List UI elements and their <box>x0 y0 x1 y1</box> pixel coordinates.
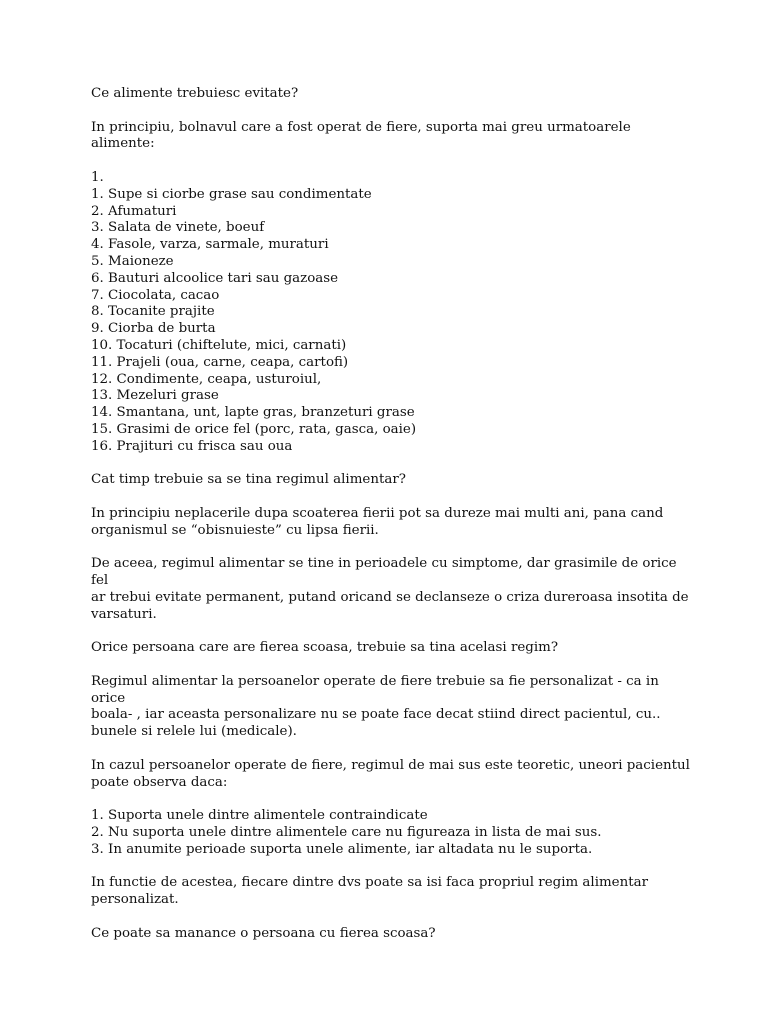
body-paragraph-line: personalizat. <box>91 892 179 908</box>
paragraph-gap <box>91 153 691 170</box>
food-list-item: 15. Grasimi de orice fel (porc, rata, gasca, oaie) <box>91 421 417 437</box>
food-list-item: 8. Tocanite prajite <box>91 304 215 320</box>
body-paragraph-line: bunele si relele lui (medicale). <box>91 724 297 740</box>
paragraph-gap <box>91 859 691 876</box>
body-paragraph-line: Regimul alimentar la persoanelor operate de fiere trebuie sa fie personalizat - ca in orice <box>91 673 659 706</box>
body-paragraph-line: boala- , iar aceasta personalizare nu se poate face decat stiind direct pacientul, cu.. <box>91 707 661 723</box>
food-list-item: 10. Tocaturi (chiftelute, mici, carnati) <box>91 337 347 353</box>
question-heading-diet-duration: Cat timp trebuie sa se tina regimul alimentar? <box>91 472 406 488</box>
intro-paragraph-line: In principiu, bolnavul care a fost operat de fiere, suporta mai greu urmatoarele <box>91 119 631 135</box>
body-paragraph-line: ar trebui evitate permanent, putand oricand se declanseze o criza dureroasa insotita de <box>91 589 689 605</box>
paragraph-gap <box>91 103 691 120</box>
paragraph-gap <box>91 456 691 473</box>
food-list-item: 16. Prajituri cu frisca sau oua <box>91 438 293 454</box>
food-list-item: 12. Condimente, ceapa, usturoiul, <box>91 371 322 387</box>
paragraph-gap <box>91 657 691 674</box>
food-list-item: 13. Mezeluri grase <box>91 388 219 404</box>
question-heading-foods-to-avoid: Ce alimente trebuiesc evitate? <box>91 86 299 101</box>
body-paragraph-line: poate observa daca: <box>91 774 228 790</box>
question-heading-same-diet: Orice persoana care are fierea scoasa, trebuie sa tina acelasi regim? <box>91 640 559 656</box>
paragraph-gap <box>91 909 691 926</box>
food-list-item: 6. Bauturi alcoolice tari sau gazoase <box>91 270 339 286</box>
body-paragraph-line: organismul se “obisnuieste” cu lipsa fierii. <box>91 522 379 538</box>
food-list-item: 14. Smantana, unt, lapte gras, branzeturi grase <box>91 405 415 421</box>
food-list-item: 11. Prajeli (oua, carne, ceapa, cartofi) <box>91 354 349 370</box>
food-list-item: 1. Supe si ciorbe grase sau condimentate <box>91 186 372 202</box>
body-paragraph-line: De aceea, regimul alimentar se tine in perioadele cu simptome, dar grasimile de orice fel <box>91 556 677 589</box>
observation-list-item: 3. In anumite perioade suporta unele alimente, iar altadata nu le suporta. <box>91 841 593 857</box>
body-paragraph-line: varsaturi. <box>91 606 157 622</box>
document-body <box>91 86 691 943</box>
paragraph-gap <box>91 791 691 808</box>
food-list-item: 9. Ciorba de burta <box>91 321 216 337</box>
paragraph-gap <box>91 741 691 758</box>
food-list-item: 2. Afumaturi <box>91 203 177 219</box>
paragraph-gap <box>91 624 691 641</box>
intro-paragraph-line: alimente: <box>91 136 155 152</box>
paragraph-gap <box>91 540 691 557</box>
question-heading-what-to-eat: Ce poate sa manance o persoana cu fierea scoasa? <box>91 925 436 941</box>
body-paragraph-line: In functie de acestea, fiecare dintre dvs poate sa isi faca propriul regim alimentar <box>91 875 648 891</box>
food-list <box>91 187 691 456</box>
food-list-item: 7. Ciocolata, cacao <box>91 287 220 303</box>
food-list-item: 3. Salata de vinete, boeuf <box>91 220 265 236</box>
observation-list <box>91 808 691 858</box>
food-list-item: 5. Maioneze <box>91 253 174 269</box>
body-paragraph-line: In principiu neplacerile dupa scoaterea fierii pot sa dureze mai multi ani, pana cand <box>91 505 664 521</box>
list-header: 1. <box>91 169 104 185</box>
observation-list-item: 2. Nu suporta unele dintre alimentele care nu figureaza in lista de mai sus. <box>91 825 602 841</box>
paragraph-gap <box>91 489 691 506</box>
observation-list-item: 1. Suporta unele dintre alimentele contraindicate <box>91 808 428 824</box>
food-list-item: 4. Fasole, varza, sarmale, muraturi <box>91 237 329 253</box>
body-paragraph-line: In cazul persoanelor operate de fiere, regimul de mai sus este teoretic, uneori pacientul <box>91 757 690 773</box>
